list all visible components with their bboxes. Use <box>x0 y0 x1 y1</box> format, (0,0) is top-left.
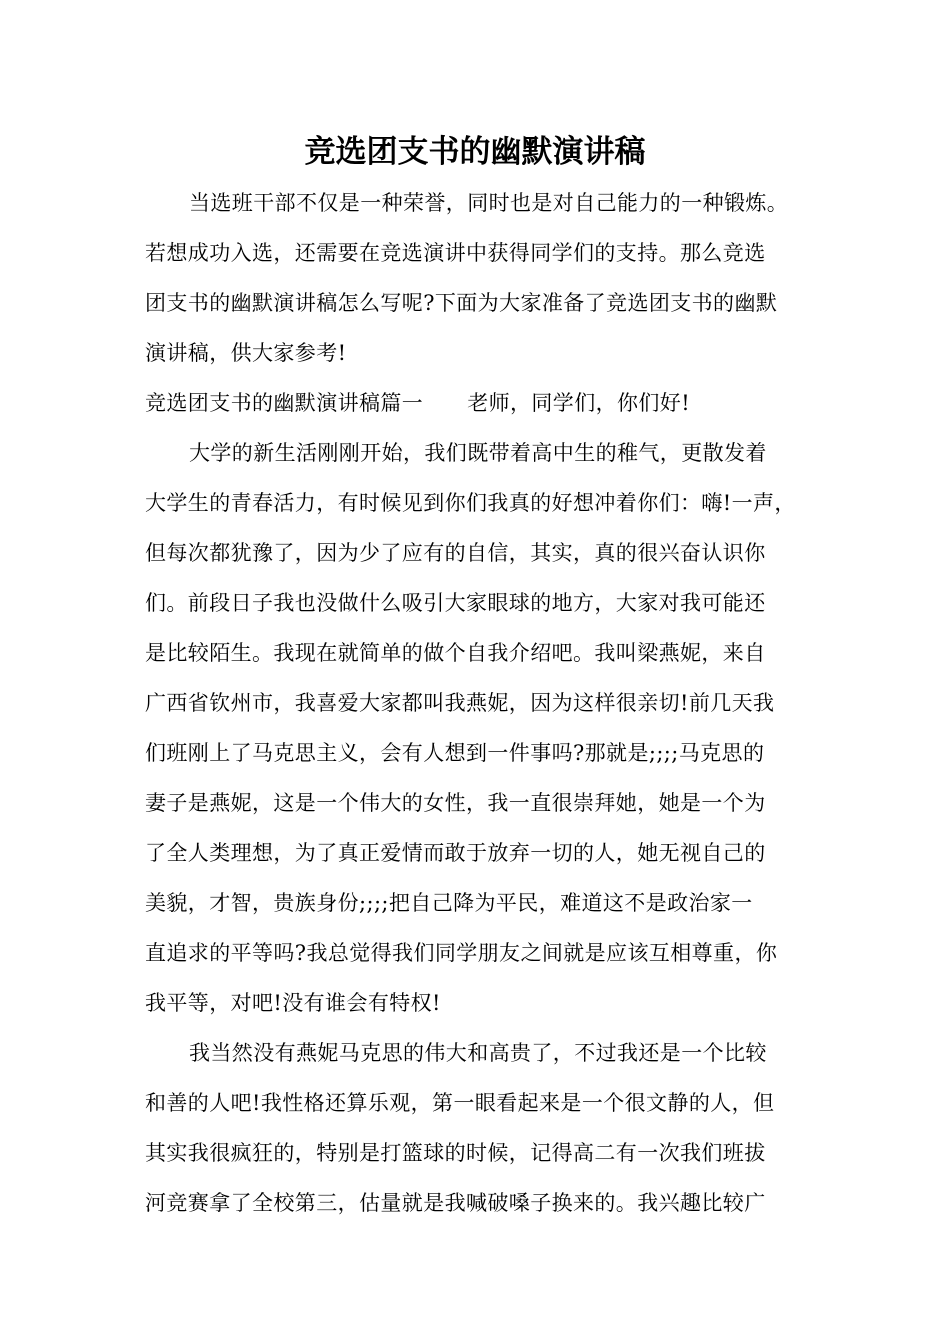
paragraph-line: 但每次都犹豫了，因为少了应有的自信，其实，真的很兴奋认识你 <box>145 541 766 565</box>
paragraph-line: 其实我很疯狂的，特别是打篮球的时候，记得高二有一次我们班拔 <box>145 1141 766 1165</box>
paragraph-line: 了全人类理想，为了真正爱情而敢于放弃一切的人，她无视自己的 <box>145 841 766 865</box>
document-title: 竞选团支书的幽默演讲稿 <box>304 134 646 170</box>
paragraph-line: 大学的新生活刚刚开始，我们既带着高中生的稚气，更散发着 <box>189 441 767 465</box>
paragraph-line: 广西省钦州市，我喜爱大家都叫我燕妮，因为这样很亲切!前几天我 <box>145 691 775 715</box>
paragraph-line: 我当然没有燕妮马克思的伟大和高贵了，不过我还是一个比较 <box>189 1041 767 1065</box>
greeting: 老师，同学们，你们好! <box>467 391 691 415</box>
paragraph-line: 们。前段日子我也没做什么吸引大家眼球的地方，大家对我可能还 <box>145 591 766 615</box>
paragraph-line: 和善的人吧!我性格还算乐观，第一眼看起来是一个很文静的人，但 <box>145 1091 775 1115</box>
paragraph-line: 们班刚上了马克思主义，会有人想到一件事吗?那就是;;;;马克思的 <box>145 741 765 765</box>
section-heading: 竞选团支书的幽默演讲稿篇一 <box>145 391 424 415</box>
paragraph-line: 河竞赛拿了全校第三，估量就是我喊破嗓子换来的。我兴趣比较广 <box>145 1191 766 1215</box>
paragraph-line: 是比较陌生。我现在就简单的做个自我介绍吧。我叫梁燕妮，来自 <box>145 641 766 665</box>
paragraph-line: 妻子是燕妮，这是一个伟大的女性，我一直很崇拜她，她是一个为 <box>145 791 766 815</box>
paragraph-line: 我平等，对吧!没有谁会有特权! <box>145 991 441 1015</box>
paragraph-line: 团支书的幽默演讲稿怎么写呢?下面为大家准备了竞选团支书的幽默 <box>145 291 778 315</box>
paragraph-line: 美貌，才智，贵族身份;;;;把自己降为平民，难道这不是政治家一 <box>145 891 753 915</box>
section-heading-line <box>145 378 810 428</box>
paragraph-line: 当选班干部不仅是一种荣誉，同时也是对自己能力的一种锻炼。 <box>189 191 789 215</box>
paragraph-line: 直追求的平等吗?我总觉得我们同学朋友之间就是应该互相尊重，你 <box>145 941 778 965</box>
document-body <box>145 178 810 1228</box>
paragraph-line: 演讲稿，供大家参考! <box>145 341 347 365</box>
paragraph-line: 若想成功入选，还需要在竞选演讲中获得同学们的支持。那么竞选 <box>145 241 766 265</box>
paragraph-line: 大学生的青春活力，有时候见到你们我真的好想冲着你们：嗨!一声， <box>145 491 796 515</box>
